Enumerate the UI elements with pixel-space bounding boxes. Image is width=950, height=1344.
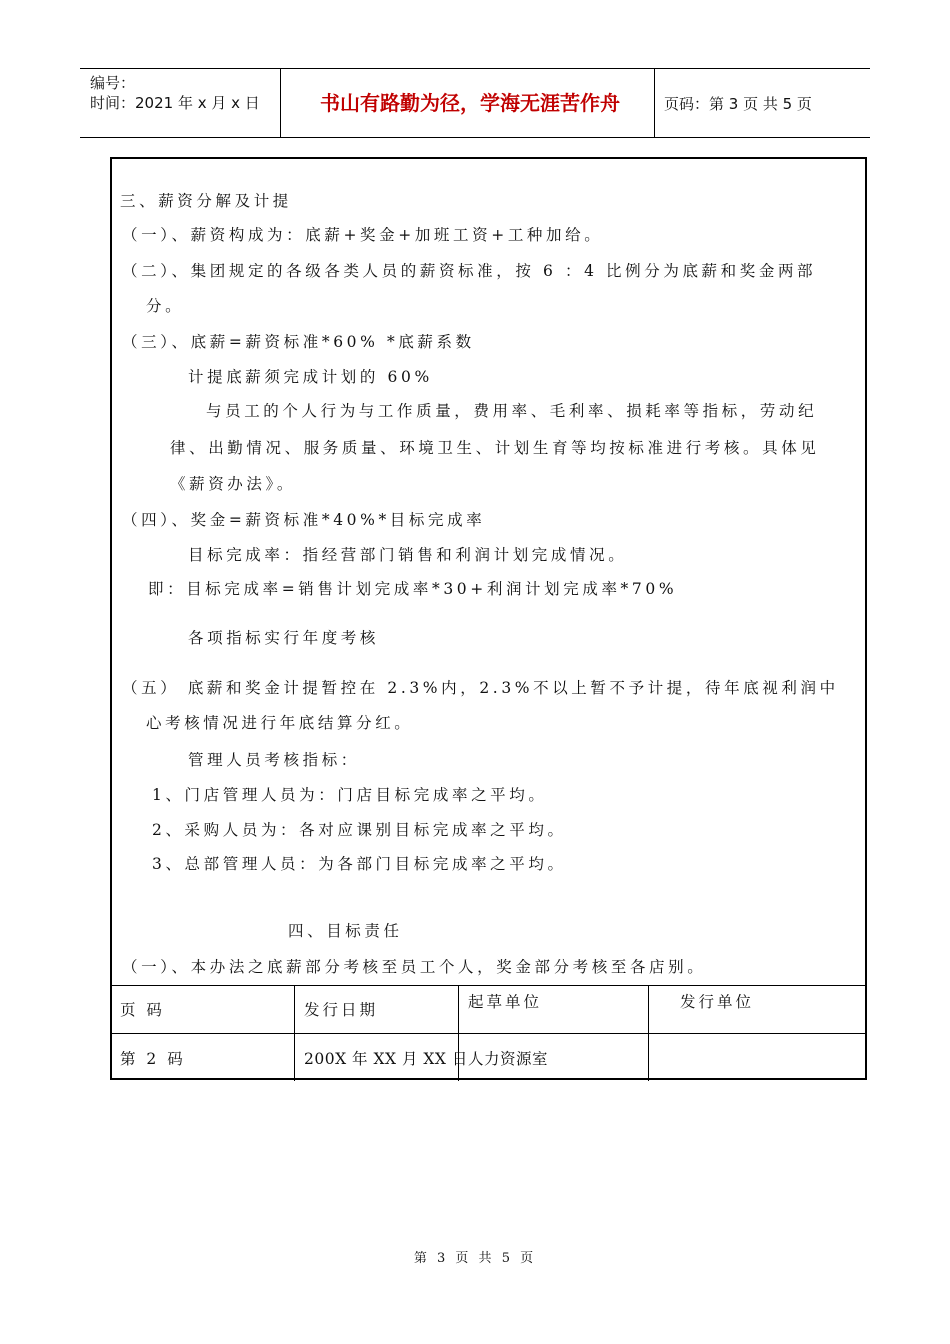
text-line: 《薪资办法》。 [170, 475, 296, 493]
page-info: 页码：第 3 页 共 5 页 [664, 95, 812, 113]
header-meta [90, 73, 260, 113]
table-header-issuer: 发行单位 [680, 993, 755, 1011]
text-line: 目标完成率：指经营部门销售和利润计划完成情况。 [188, 546, 628, 564]
text-line: 管理人员考核指标： [188, 751, 360, 769]
text-line: 计提底薪须完成计划的 60% [188, 368, 433, 386]
text-line: （四）、奖金=薪资标准*40%*目标完成率 [122, 511, 486, 529]
text-line: （一）、本办法之底薪部分考核至员工个人，奖金部分考核至各店别。 [122, 958, 707, 976]
text-line: 3、总部管理人员：为各部门目标完成率之平均。 [152, 855, 567, 873]
text-line: 即：目标完成率=销售计划完成率*30+利润计划完成率*70% [148, 580, 678, 598]
table-header-drafter: 起草单位 [468, 993, 543, 1011]
table-divider [112, 1033, 865, 1034]
text-line: 分。 [146, 297, 185, 315]
motto: 书山有路勤为径，学海无涯苦作舟 [320, 91, 620, 115]
text-line: 与员工的个人行为与工作质量，费用率、毛利率、损耗率等指标，劳动纪 [206, 402, 818, 420]
header-divider [280, 69, 281, 137]
text-line: 2、采购人员为：各对应课别目标完成率之平均。 [152, 821, 567, 839]
table-cell-issue-date: 200X 年 XX 月 XX 日 [304, 1050, 468, 1068]
text-line: （一）、薪资构成为：底薪+奖金+加班工资+工种加给。 [122, 226, 604, 244]
issue-table [112, 985, 865, 1081]
text-line: （五） 底薪和奖金计提暂控在 2.3%内，2.3%不以上暂不予计提，待年底视利润中 [122, 679, 839, 697]
page-header [80, 68, 870, 138]
header-divider [654, 69, 655, 137]
page-footer: 第 3 页 共 5 页 [413, 1251, 537, 1266]
text-line: （三）、底薪=薪资标准*60% *底薪系数 [122, 333, 475, 351]
text-line: （二）、集团规定的各级各类人员的薪资标准，按 6 ：4 比例分为底薪和奖金两部 [122, 262, 817, 280]
table-cell-drafter: 人力资源室 [468, 1050, 549, 1068]
section-heading: 三、薪资分解及计提 [120, 192, 292, 210]
text-line: 心考核情况进行年底结算分红。 [146, 714, 414, 732]
table-cell-page: 第 2 码 [120, 1050, 186, 1068]
time-label: 时间：2021 年 x 月 x 日 [90, 94, 260, 112]
text-line: 律、出勤情况、服务质量、环境卫生、计划生育等均按标准进行考核。具体见 [170, 439, 820, 457]
table-header-issue-date: 发行日期 [304, 1001, 379, 1019]
document-body [110, 157, 867, 1080]
code-label: 编号： [90, 74, 136, 92]
text-line: 各项指标实行年度考核 [188, 629, 380, 647]
table-header-page: 页 码 [120, 1001, 165, 1019]
section-heading: 四、目标责任 [288, 922, 403, 940]
text-line: 1、门店管理人员为：门店目标完成率之平均。 [152, 786, 548, 804]
